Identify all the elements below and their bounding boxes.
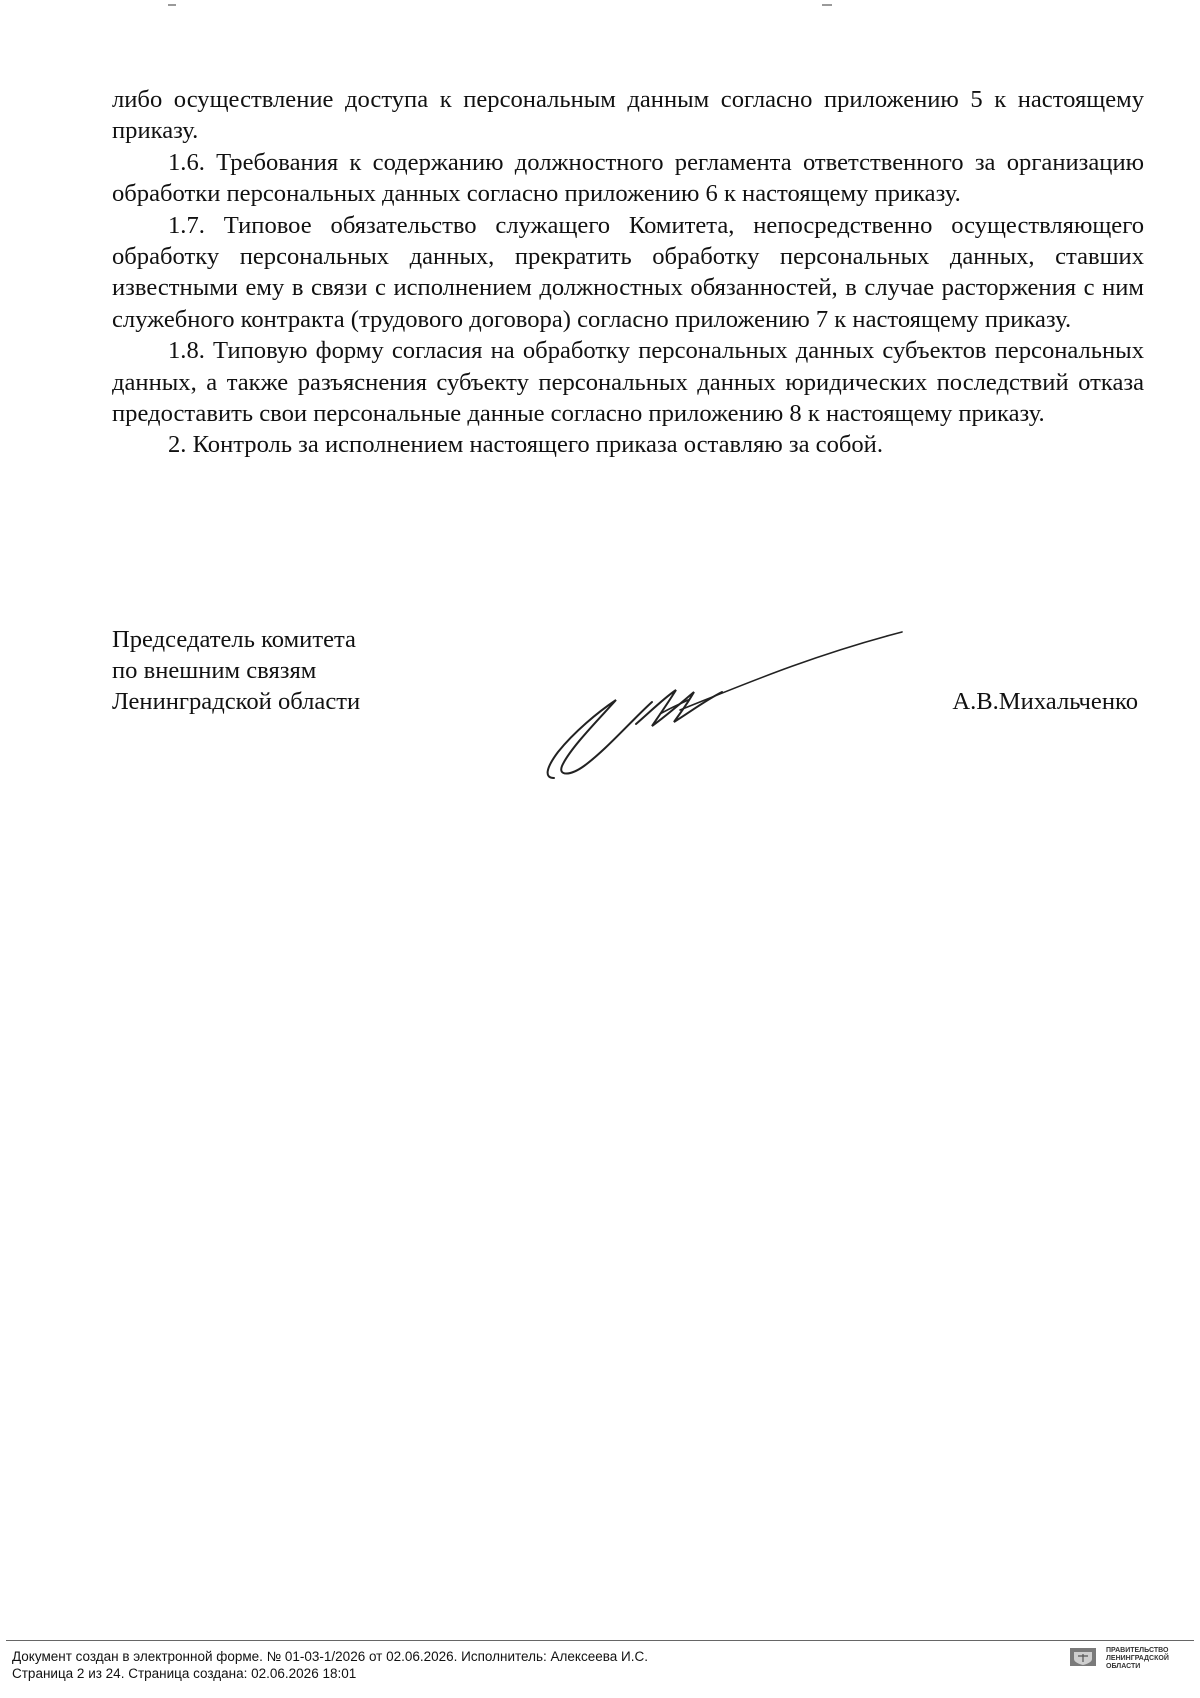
scan-artifact <box>822 4 832 6</box>
government-label: ПРАВИТЕЛЬСТВО ЛЕНИНГРАДСКОЙ ОБЛАСТИ <box>1106 1647 1169 1670</box>
footer-line-document: Документ создан в электронной форме. № 01-03-1/2026 от 02.06.2026. Исполнитель: Алексеева И.С. <box>12 1649 648 1664</box>
position-line: Ленинградской области <box>112 688 361 715</box>
signer-name: А.В.Михальченко <box>952 688 1138 715</box>
document-body <box>112 84 1144 461</box>
position-line: по внешним связям <box>112 657 317 684</box>
footer-stamp <box>12 1648 648 1682</box>
paragraph-1-7: 1.7. Типовое обязательство служащего Комитета, непосредственно осуществляющего обработку персональных данных, прекратить обработку персональных данных, ставших известными ему в связи с исполнением должностных обязанностей, в случае расторжения с ним служебного контракта (трудового договора) согласно приложению 7 к настоящему приказу. <box>112 211 1144 333</box>
paragraph-1-6: 1.6. Требования к содержанию должностного регламента ответственного за организацию обработки персональных данных согласно приложению 6 к настоящему приказу. <box>112 148 1144 208</box>
paragraph-continuation: либо осуществление доступа к персональным данным согласно приложению 5 к настоящему приказу. <box>112 86 1144 145</box>
handwritten-signature <box>540 628 920 788</box>
position-line: Председатель комитета <box>112 626 356 653</box>
signatory-position <box>112 624 360 717</box>
footer-divider <box>6 1640 1194 1641</box>
government-emblem-icon <box>1070 1648 1096 1666</box>
footer-line-page: Страница 2 из 24. Страница создана: 02.06.2026 18:01 <box>12 1666 357 1681</box>
paragraph-2: 2. Контроль за исполнением настоящего приказа оставляю за собой. <box>168 431 883 459</box>
scan-artifact <box>168 4 176 6</box>
paragraph-1-8: 1.8. Типовую форму согласия на обработку персональных данных субъектов персональных данных, а также разъяснения субъекту персональных данных юридических последствий отказа предоставить свои персональные данные согласно приложению 8 к настоящему приказу. <box>112 337 1144 428</box>
